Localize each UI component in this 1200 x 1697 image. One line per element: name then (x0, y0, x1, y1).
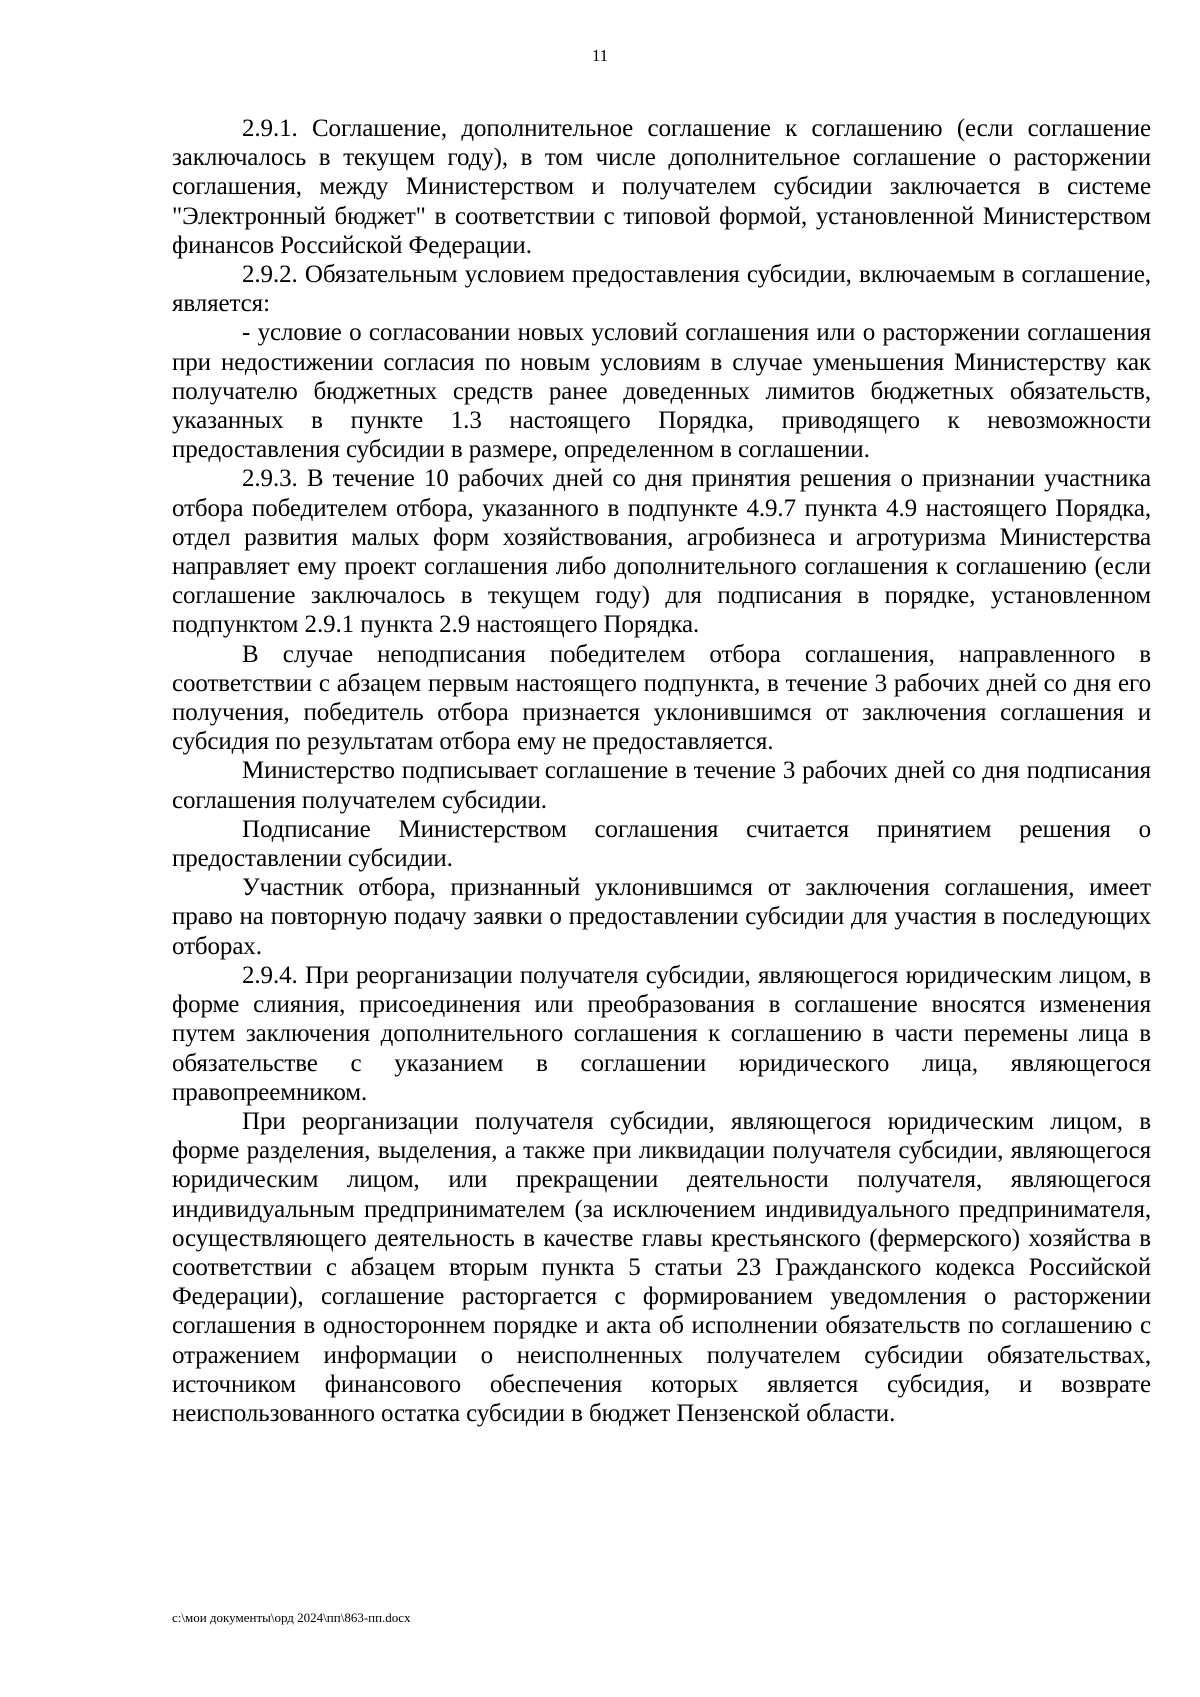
paragraph-2-9-1: 2.9.1. Соглашение, дополнительное соглашение к соглашению (если соглашение заключалось в текущем году), в том числе дополнительное соглашение о расторжении соглашения, между Министерством и получателем субсидии заключается в системе "Электронный бюджет" в соответствии с типовой формой, установленной Министерством финансов Российской Федерации. (172, 115, 1151, 259)
paragraph-signing-decision: Подписание Министерством соглашения считается принятием решения о предоставлении субсидии. (172, 815, 1151, 873)
paragraph-2-9-3: 2.9.3. В течение 10 рабочих дней со дня принятия решения о признании участника отбора победителем отбора, указанного в подпункте 4.9.7 пункта 4.9 настоящего Порядка, отдел развития малых форм хозяйствования, агробизнеса и агротуризма Министерства направляет ему проект соглашения либо дополнительного соглашения к соглашению (если соглашение заключалось в текущем году) для подписания в порядке, установленном подпунктом 2.9.1 пункта 2.9 настоящего Порядка. (172, 465, 1151, 639)
page-number: 11 (591, 46, 609, 65)
paragraph-ministry-signs: Министерство подписывает соглашение в течение 3 рабочих дней со дня подписания соглашения получателем субсидии. (172, 757, 1151, 814)
footer-file-path: c:\мои документы\орд 2024\пп\863-пп.docx (172, 1610, 411, 1625)
paragraph-reorganization: При реорганизации получателя субсидии, являющегося юридическим лицом, в форме разделения, выделения, а также при ликвидации получателя субсидии, являющегося юридическим лицом, или прекращении деятельности получателя, являющегося индивидуальным предпринимателем (за исключением индивидуального предпринимателя, осуществляющего деятельность в качестве главы крестьянского (фермерского) хозяйства в соответствии с абзацем вторым пункта 5 статьи 23 Гражданского кодекса Российской Федерации), соглашение расторгается с формированием уведомления о расторжении соглашения в одностороннем порядке и акта об исполнении обязательств по соглашению с отражением информации о неисполненных получателем субсидии обязательствах, источником финансового обеспечения которых является субсидия, и возврате неиспользованного остатка субсидии в бюджет Пензенской области. (172, 1107, 1151, 1427)
paragraph-2-9-4: 2.9.4. При реорганизации получателя субсидии, являющегося юридическим лицом, в форме слияния, присоединения или преобразования в соглашение вносятся изменения путем заключения дополнительного соглашения к соглашению в части перемены лица в обязательстве с указанием в соглашении юридического лица, являющегося правопреемником. (172, 961, 1151, 1106)
paragraph-condition: - условие о согласовании новых условий соглашения или о расторжении соглашения при недостижении согласия по новым условиям в случае уменьшения Министерству как получателю бюджетных средств ранее доведенных лимитов бюджетных обязательств, указанных в пункте 1.3 настоящего Порядка, приводящего к невозможности предоставления субсидии в размере, определенном в соглашении. (172, 319, 1151, 464)
paragraph-2-9-2: 2.9.2. Обязательным условием предоставления субсидии, включаемым в соглашение, является: (172, 261, 1151, 318)
paragraph-reapply-right: Участник отбора, признанный уклонившимся от заключения соглашения, имеет право на повторную подачу заявки о предоставлении субсидии для участия в последующих отборах. (172, 874, 1151, 960)
document-body (172, 114, 1151, 1428)
paragraph-non-signing: В случае неподписания победителем отбора соглашения, направленного в соответствии с абзацем первым настоящего подпункта, в течение 3 рабочих дней со дня его получения, победитель отбора признается уклонившимся от заключения соглашения и субсидия по результатам отбора ему не предоставляется. (172, 640, 1151, 756)
